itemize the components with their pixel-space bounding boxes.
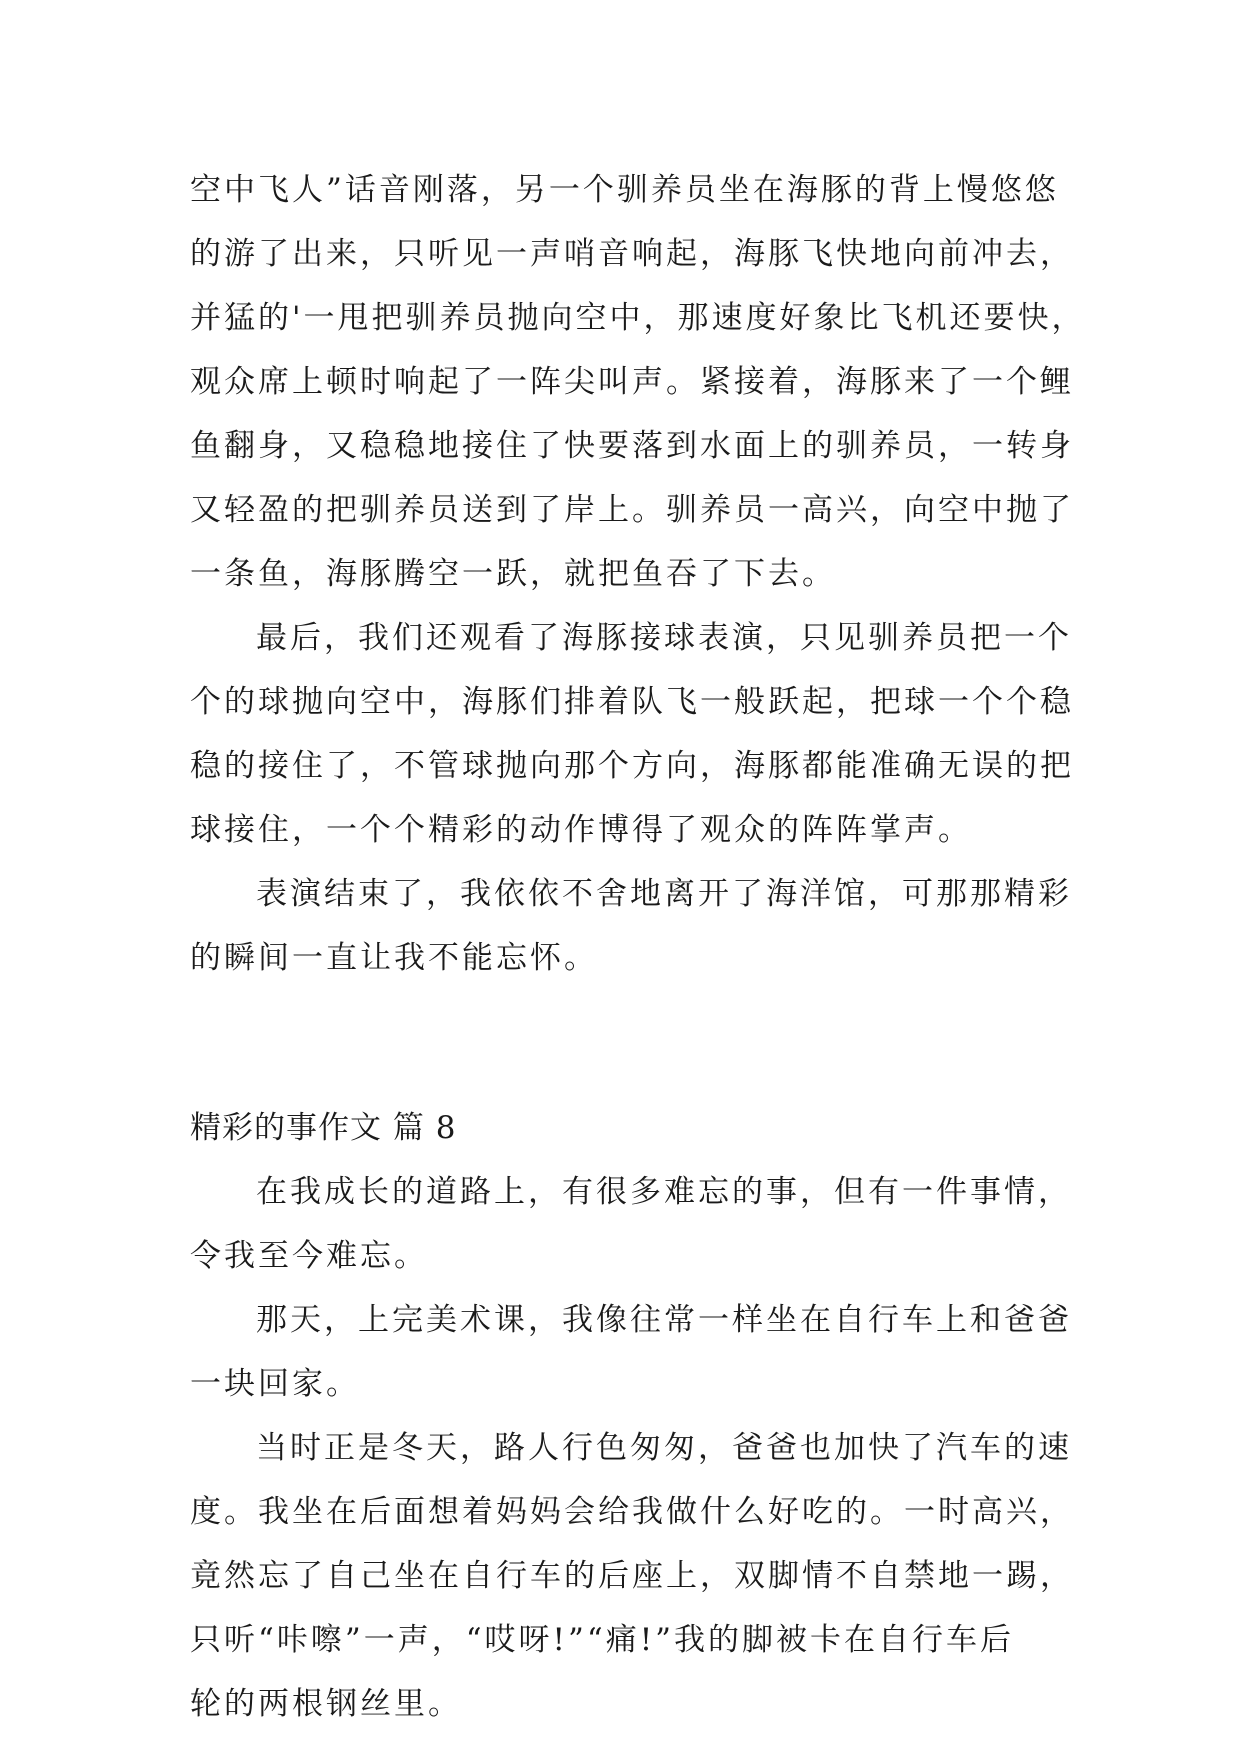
text-line: 又轻盈的把驯养员送到了岸上。驯养员一高兴，向空中抛了	[190, 492, 1074, 528]
text-line: 度。我坐在后面想着妈妈会给我做什么好吃的。一时高兴，	[190, 1494, 1074, 1530]
paragraph-show-ends	[190, 862, 1070, 990]
text-line: 的游了出来，只听见一声哨音响起，海豚飞快地向前冲去，	[190, 236, 1074, 272]
text-line: 轮的两根钢丝里。	[190, 1686, 462, 1722]
text-line: 空中飞人”话音刚落，另一个驯养员坐在海豚的背上慢悠悠	[190, 172, 1059, 208]
paragraph-ball-show	[190, 606, 1074, 862]
text-line: 并猛的'一甩把驯养员抛向空中，那速度好象比飞机还要快，	[190, 300, 1086, 336]
text-line: 在我成长的道路上，有很多难忘的事，但有一件事情，	[256, 1174, 1072, 1210]
paragraph-intro	[190, 1160, 1070, 1288]
text-line: 当时正是冬天，路人行色匆匆，爸爸也加快了汽车的速	[256, 1430, 1072, 1466]
text-line: 鱼翻身，又稳稳地接住了快要落到水面上的驯养员，一转身	[190, 428, 1074, 464]
text-line: 球接住，一个个精彩的动作博得了观众的阵阵掌声。	[190, 812, 972, 848]
section-spacer	[190, 990, 1070, 1096]
text-line: 那天，上完美术课，我像往常一样坐在自行车上和爸爸	[256, 1302, 1072, 1338]
essay-heading: 精彩的事作文 篇 8	[190, 1110, 457, 1146]
text-line: 竟然忘了自己坐在自行车的后座上，双脚情不自禁地一踢，	[190, 1558, 1074, 1594]
text-line: 稳的接住了，不管球抛向那个方向，海豚都能准确无误的把	[190, 748, 1074, 784]
text-line: 只听“咔嚓”一声，“哎呀!”“痛!”我的脚被卡在自行车后	[190, 1622, 1015, 1658]
text-line: 表演结束了，我依依不舍地离开了海洋馆，可那那精彩	[256, 876, 1072, 912]
paragraph-dolphin-flight	[190, 158, 1086, 606]
text-line: 一条鱼，海豚腾空一跃，就把鱼吞了下去。	[190, 556, 836, 592]
document-body	[190, 158, 1086, 1736]
paragraph-winter-ride	[190, 1416, 1074, 1736]
text-line: 一块回家。	[190, 1366, 360, 1402]
text-line: 观众席上顿时响起了一阵尖叫声。紧接着，海豚来了一个鲤	[190, 364, 1074, 400]
paragraph-that-day	[190, 1288, 1070, 1416]
text-line: 最后，我们还观看了海豚接球表演，只见驯养员把一个	[256, 620, 1072, 656]
text-line: 个的球抛向空中，海豚们排着队飞一般跃起，把球一个个稳	[190, 684, 1074, 720]
text-line: 令我至今难忘。	[190, 1238, 428, 1274]
text-line: 的瞬间一直让我不能忘怀。	[190, 940, 598, 976]
